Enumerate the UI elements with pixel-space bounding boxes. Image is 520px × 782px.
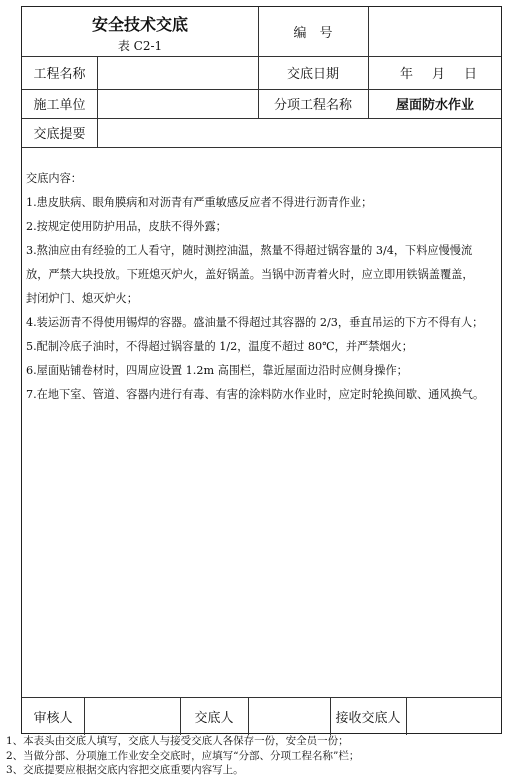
date-field[interactable] bbox=[368, 56, 502, 89]
reviewer-label: 审核人 bbox=[33, 710, 73, 726]
project-name-label: 工程名称 bbox=[33, 67, 86, 82]
content-line: 4.装运沥青不得使用锡焊的容器。盛油量不得超过其容器的 2/3，垂直吊运的下方不得有人； bbox=[26, 316, 484, 329]
construction-unit-field[interactable] bbox=[97, 89, 258, 118]
content-heading: 交底内容： bbox=[26, 172, 82, 185]
note-item: 2、当做分部、分项施工作业安全交底时，应填写“分部、分项工程名称”栏； bbox=[6, 749, 360, 762]
date-day-unit: 日 bbox=[464, 67, 478, 82]
row-divider bbox=[22, 147, 501, 148]
safety-disclosure-form bbox=[21, 6, 502, 734]
content-line: 3.熬油应由有经验的工人看守，随时测控油温，熬量不得超过锅容量的 3/4，下料应慢慢流 bbox=[26, 244, 473, 257]
construction-unit-label: 施工单位 bbox=[33, 98, 86, 113]
content-line: 封闭炉门、熄灭炉火； bbox=[26, 292, 138, 305]
number-field[interactable] bbox=[368, 7, 502, 56]
content-line: 7.在地下室、管道、容器内进行有毒、有害的涂料防水作业时，应定时轮换间歇、通风换气。 bbox=[26, 388, 485, 401]
presenter-field[interactable] bbox=[248, 697, 330, 735]
content-line: 6.屋面贴铺卷材时，四周应设置 1.2m 高围栏，靠近屋面边沿时应侧身操作； bbox=[26, 364, 408, 377]
note-item: 1、本表头由交底人填写，交底人与接受交底人各保存一份，安全员一份； bbox=[6, 735, 349, 747]
form-code: 表 C2-1 bbox=[117, 38, 163, 53]
summary-field[interactable] bbox=[97, 118, 502, 147]
form-notes bbox=[6, 734, 359, 778]
reviewer-field[interactable] bbox=[84, 697, 180, 735]
project-name-field[interactable] bbox=[97, 56, 258, 89]
summary-label: 交底提要 bbox=[33, 127, 86, 142]
sub-project-field[interactable]: 屋面防水作业 bbox=[395, 98, 474, 113]
content-line: 放，严禁大块投放。下班熄灭炉火，盖好锅盖。当锅中沥青着火时，应立即用铁锅盖覆盖， bbox=[26, 268, 474, 281]
presenter-label: 交底人 bbox=[194, 710, 234, 726]
receiver-label: 接收交底人 bbox=[335, 710, 401, 726]
content-line: 1.患皮肤病、眼角膜病和对沥青有严重敏感反应者不得进行沥青作业； bbox=[26, 196, 373, 209]
disclosure-content bbox=[26, 167, 500, 407]
number-label: 编 号 bbox=[293, 26, 333, 41]
receiver-field[interactable] bbox=[406, 697, 502, 735]
date-month-unit: 月 bbox=[432, 67, 446, 82]
note-item: 3、交底提要应根据交底内容把交底重要内容写上。 bbox=[6, 764, 244, 776]
content-line: 2.按规定使用防护用品，皮肤不得外露； bbox=[26, 220, 227, 233]
form-title: 安全技术交底 bbox=[91, 14, 188, 34]
date-label: 交底日期 bbox=[286, 67, 339, 82]
content-line: 5.配制冷底子油时，不得超过锅容量的 1/2，温度不超过 80℃，并严禁烟火； bbox=[26, 340, 413, 353]
sub-project-label: 分项工程名称 bbox=[273, 98, 352, 113]
date-year-unit: 年 bbox=[400, 67, 414, 82]
